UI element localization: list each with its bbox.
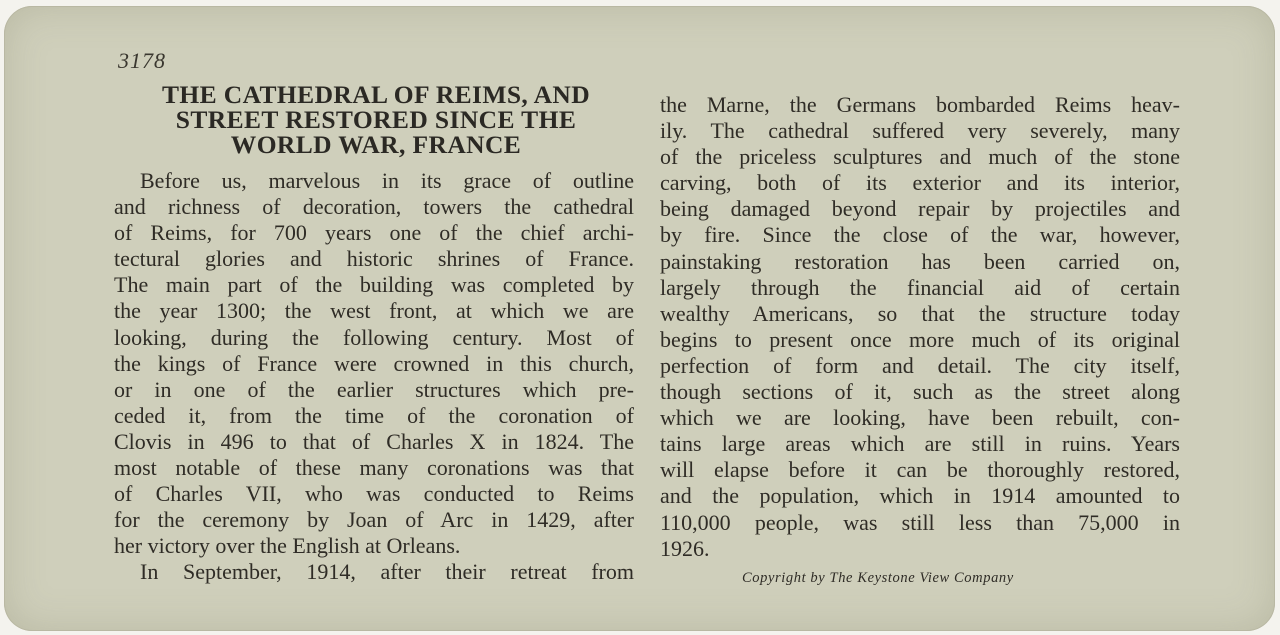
text-line: looking, during the following century. Most of [114,324,634,350]
text-line: or in one of the earlier structures which pre- [114,376,634,402]
text-column-left [114,168,634,586]
text-line: ceded it, from the time of the coronation of [114,402,634,428]
text-line: In September, 1914, after their retreat from [140,559,634,585]
text-line: most notable of these many coronations was that [114,455,634,481]
title-line: STREET RESTORED SINCE THE [175,105,577,134]
text-line: the kings of France were crowned in this church, [114,350,634,376]
text-line: largely through the financial aid of certain [660,274,1180,300]
text-line: being damaged beyond repair by projectiles and [660,196,1180,222]
text-line: of the priceless sculptures and much of the stone [660,144,1180,170]
text-line: tectural glories and historic shrines of France. [114,246,634,272]
text-line: tains large areas which are still in ruins. Years [660,431,1180,457]
text-line: and richness of decoration, towers the cathedral [114,194,634,220]
title-line: WORLD WAR, FRANCE [230,130,522,159]
text-line: Before us, marvelous in its grace of outline [140,168,634,193]
text-column-right [660,92,1180,562]
text-line: 1926. [660,535,710,561]
card-title [112,82,640,157]
text-line: will elapse before it can be thoroughly restored, [660,457,1180,483]
text-line: The main part of the building was completed by [114,272,634,298]
text-line: her victory over the English at Orleans. [114,533,461,559]
text-line: carving, both of its exterior and its interior, [660,170,1180,196]
text-line: perfection of form and detail. The city itself, [660,352,1180,378]
copyright-notice: Copyright by The Keystone View Company [742,570,1014,586]
text-line: the Marne, the Germans bombarded Reims heav- [660,92,1180,117]
text-line: for the ceremony by Joan of Arc in 1429, after [114,507,634,533]
text-line: which we are looking, have been rebuilt, con- [660,405,1180,431]
card-number: 3178 [118,48,166,73]
text-line: though sections of it, such as the street along [660,379,1180,405]
text-line: painstaking restoration has been carried on, [660,248,1180,274]
title-line: THE CATHEDRAL OF REIMS, AND [161,80,591,109]
text-line: and the population, which in 1914 amounted to [660,483,1180,509]
text-line: 110,000 people, was still less than 75,000 in [660,509,1180,535]
text-line: of Charles VII, who was conducted to Reims [114,481,634,507]
text-line: Clovis in 496 to that of Charles X in 1824. The [114,428,634,454]
text-line: the year 1300; the west front, at which we are [114,298,634,324]
stereoview-card-back [4,6,1275,631]
text-line: begins to present once more much of its original [660,326,1180,352]
text-line: of Reims, for 700 years one of the chief archi- [114,220,634,246]
text-line: by fire. Since the close of the war, however, [660,222,1180,248]
text-line: wealthy Americans, so that the structure today [660,300,1180,326]
text-line: ily. The cathedral suffered very severely, many [660,118,1180,144]
